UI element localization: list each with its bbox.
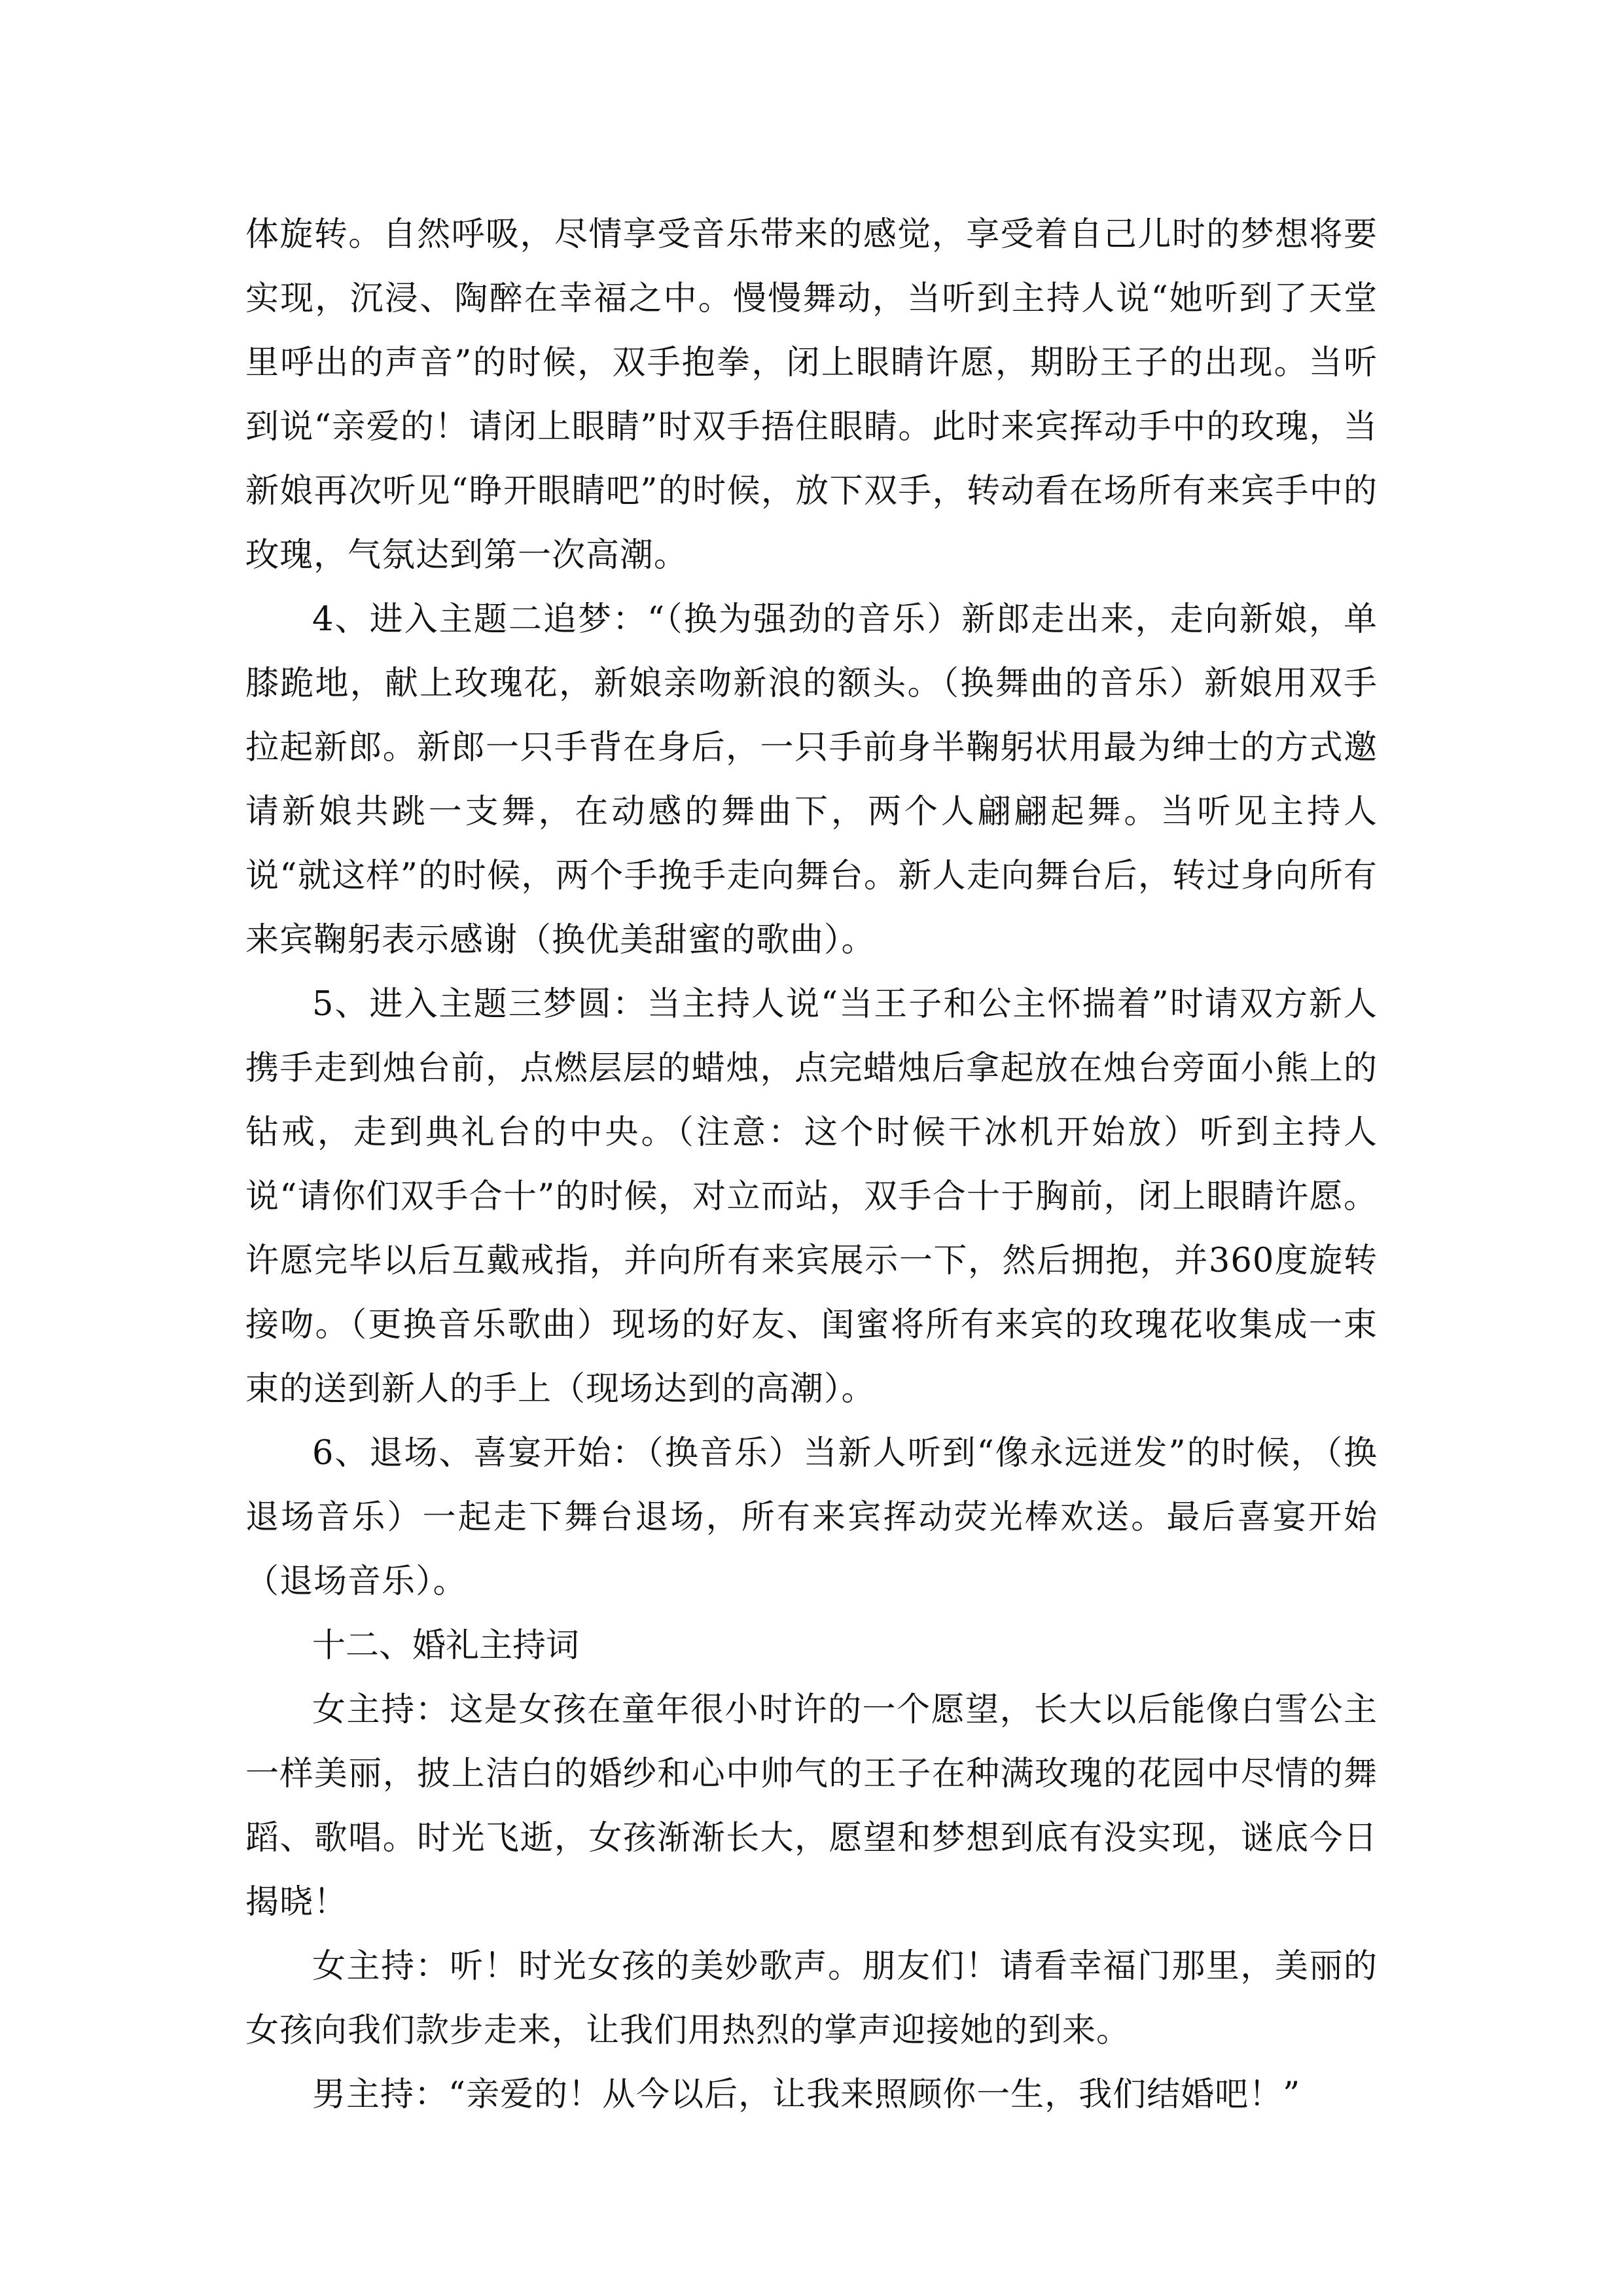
section-heading: 十二、婚礼主持词: [312, 1626, 580, 1665]
document-body: [245, 203, 1378, 2127]
paragraph-step-5: 5、进入主题三梦圆：当主持人说“当王子和公主怀揣着”时请双方新人携手走到烛台前，点燃层层的蜡烛，点完蜡烛后拿起放在烛台旁面小熊上的钻戒，走到典礼台的中央。（注意：这个时候干冰机开始放）听到主持人说“请你们双手合十”的时候，对立而站，双手合十于胸前，闭上眼睛许愿。许愿完毕以后互戴戒指，并向所有来宾展示一下，然后拥抱，并360度旋转接吻。（更换音乐歌曲）现场的好友、闺蜜将所有来宾的玫瑰花收集成一束束的送到新人的手上（现场达到的高潮）。: [245, 985, 1378, 1408]
paragraph-male-host: 男主持：“亲爱的！从今以后，让我来照顾你一生，我们结婚吧！”: [312, 2075, 1301, 2114]
paragraph-continuation: 体旋转。自然呼吸，尽情享受音乐带来的感觉，享受着自己儿时的梦想将要实现，沉浸、陶醉在幸福之中。慢慢舞动，当听到主持人说“她听到了天堂里呼出的声音”的时候，双手抱拳，闭上眼睛许愿，期盼王子的出现。当听到说“亲爱的！请闭上眼睛”时双手捂住眼睛。此时来宾挥动手中的玫瑰，当新娘再次听见“睁开眼睛吧”的时候，放下双手，转动看在场所有来宾手中的玫瑰，气氛达到第一次高潮。: [245, 215, 1378, 575]
paragraph-step-4: 4、进入主题二追梦：“（换为强劲的音乐）新郎走出来，走向新娘，单膝跪地，献上玫瑰花，新娘亲吻新浪的额头。（换舞曲的音乐）新娘用双手拉起新郎。新郎一只手背在身后，一只手前身半鞠躬状用最为绅士的方式邀请新娘共跳一支舞，在动感的舞曲下，两个人翩翩起舞。当听见主持人说“就这样”的时候，两个手挽手走向舞台。新人走向舞台后，转过身向所有来宾鞠躬表示感谢（换优美甜蜜的歌曲）。: [245, 600, 1378, 960]
paragraph-female-host-2: 女主持：听！时光女孩的美妙歌声。朋友们！请看幸福门那里，美丽的女孩向我们款步走来，让我们用热烈的掌声迎接她的到来。: [245, 1947, 1378, 2050]
paragraph-step-6: 6、退场、喜宴开始：（换音乐）当新人听到“像永远迸发”的时候，（换退场音乐）一起走下舞台退场，所有来宾挥动荧光棒欢送。最后喜宴开始（退场音乐）。: [245, 1434, 1378, 1601]
paragraph-female-host-1: 女主持：这是女孩在童年很小时许的一个愿望，长大以后能像白雪公主一样美丽，披上洁白的婚纱和心中帅气的王子在种满玫瑰的花园中尽情的舞蹈、歌唱。时光飞逝，女孩渐渐长大，愿望和梦想到底有没实现，谜底今日揭晓！: [245, 1691, 1378, 1922]
